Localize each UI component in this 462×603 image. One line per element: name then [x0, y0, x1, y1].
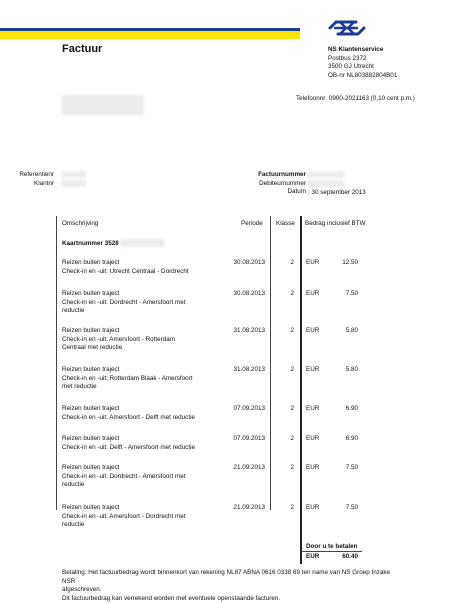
- row-description-line: Check-in en -uit: Amersfoort - Rotterdam: [62, 335, 176, 343]
- row-amount: 5.80: [345, 366, 358, 373]
- row-class: 2: [290, 504, 294, 511]
- row-description-line: reductie: [62, 307, 85, 315]
- invoice-date: : 30 september 2013: [308, 189, 366, 196]
- row-description: [62, 464, 222, 490]
- row-description: [62, 259, 222, 276]
- row-amount: 5.80: [345, 327, 358, 334]
- header-amount: Bedrag inclusief BTW: [305, 220, 366, 227]
- row-currency: EUR: [306, 405, 320, 412]
- row-currency: EUR: [306, 259, 320, 266]
- redacted-debtor-number: [308, 180, 344, 187]
- row-period: 31.08.2013: [233, 327, 265, 334]
- reference-label: Referentienr: [19, 171, 54, 178]
- row-description-line: Check-in en -uit: Utrecht Centraal - Dordrecht: [62, 267, 189, 275]
- page-title: Factuur: [62, 43, 103, 55]
- row-description-line: Reizen buiten traject: [62, 464, 120, 471]
- row-amount: 6.90: [345, 435, 358, 442]
- reference-labels: [0, 171, 54, 188]
- row-period: 07.09.2013: [233, 405, 265, 412]
- row-amount: 7.50: [345, 290, 358, 297]
- ns-logo-icon: [326, 18, 368, 38]
- row-description-line: Reizen buiten traject: [62, 327, 120, 334]
- row-period: 30.08.2013: [233, 259, 265, 266]
- table-row: [56, 504, 366, 534]
- phone-value: 0900-2021163 (0,10 cent p.m.): [328, 95, 415, 102]
- redacted-reference: [62, 171, 86, 178]
- total-amount: 60.40: [342, 553, 358, 560]
- row-description-line: reductie: [62, 481, 85, 489]
- row-period: 07.09.2013: [233, 435, 265, 442]
- redacted-recipient-address: [62, 95, 144, 115]
- sender-line: Postbus 2372: [328, 54, 367, 62]
- payment-note-line: Betaling: Het factuurbedrag wordt binnenkort van rekening NL87 ABNA 0616 0338 69 ten name van NS Groep Inzake NSR: [62, 569, 390, 585]
- invoice-labels: [230, 171, 306, 197]
- row-description: [62, 435, 222, 452]
- table-row: [56, 435, 366, 465]
- row-currency: EUR: [306, 290, 320, 297]
- row-currency: EUR: [306, 435, 320, 442]
- row-description-line: met reductie: [62, 383, 97, 391]
- invoice-table: [56, 212, 366, 567]
- header-period: Periode: [241, 220, 263, 227]
- row-description-line: Reizen buiten traject: [62, 435, 120, 442]
- row-description-line: Check-in en -uit: Dordrecht - Amersfoort met: [62, 298, 186, 306]
- redacted-customer-number: [62, 180, 86, 187]
- card-number: Kaartnummer 3528: [62, 240, 119, 247]
- row-class: 2: [290, 464, 294, 471]
- row-class: 2: [290, 405, 294, 412]
- row-class: 2: [290, 259, 294, 266]
- row-description: [62, 366, 222, 392]
- table-row: [56, 366, 366, 396]
- date-label: Datum: [287, 188, 306, 196]
- row-description: [62, 405, 222, 422]
- row-period: 21.09.2013: [233, 504, 265, 511]
- row-amount: 6.90: [345, 405, 358, 412]
- customer-number-label: Klantnr: [34, 179, 54, 187]
- row-description-line: Check-in en -uit: Delft - Amersfoort met reductie: [62, 443, 195, 451]
- header-stripe-yellow: [0, 31, 300, 39]
- row-description-line: Reizen buiten traject: [62, 366, 120, 373]
- table-row: [56, 290, 366, 320]
- row-amount: 7.50: [345, 464, 358, 471]
- header-description: Omschrijving: [62, 220, 99, 227]
- row-description-line: Check-in en -uit: Rotterdam Blaak - Amersfoort: [62, 374, 193, 382]
- payment-note-line: afgeschreven.: [62, 586, 102, 594]
- redacted-invoice-number: [308, 171, 344, 178]
- row-amount: 7.50: [345, 504, 358, 511]
- sender-address: [328, 46, 397, 80]
- phone-line: [296, 95, 415, 104]
- row-class: 2: [290, 435, 294, 442]
- row-currency: EUR: [306, 464, 320, 471]
- row-class: 2: [290, 290, 294, 297]
- phone-label: Telefoonnr: [296, 95, 326, 102]
- row-description-line: Check-in en -uit: Dordrecht - Amersfoort met: [62, 472, 186, 480]
- row-description-line: Check-in en -uit: Amersfoort - Dordrecht met: [62, 512, 186, 520]
- table-row: [56, 464, 366, 494]
- redacted-card-number: [120, 239, 164, 247]
- row-description-line: reductie: [62, 521, 85, 529]
- sender-name: NS Klantenservice: [328, 46, 384, 53]
- row-period: 30.08.2013: [233, 290, 265, 297]
- row-currency: EUR: [306, 504, 320, 511]
- payment-note-line: Dit factuurbedrag kan verrekend worden met eventuele openstaande facturen.: [62, 594, 281, 602]
- row-description-line: Reizen buiten traject: [62, 504, 120, 511]
- payment-note: [62, 569, 392, 603]
- table-row: [56, 259, 366, 289]
- row-period: 21.09.2013: [233, 464, 265, 471]
- total-label: Door u te betalen: [306, 543, 358, 550]
- row-period: 31.08.2013: [233, 366, 265, 373]
- row-description-line: Centraal met reductie: [62, 344, 123, 352]
- total-currency: EUR: [306, 553, 320, 560]
- debtor-number-label: Debiteurnummer: [259, 179, 306, 187]
- header-class: Klasse: [276, 220, 295, 227]
- row-description-line: Reizen buiten traject: [62, 405, 120, 412]
- table-row: [56, 327, 366, 357]
- row-description-line: Check-in en -uit: Amersfoort - Delft met reductie: [62, 413, 195, 421]
- row-amount: 12.50: [342, 259, 358, 266]
- row-currency: EUR: [306, 327, 320, 334]
- sender-line: 3500 GJ Utrecht: [328, 63, 374, 71]
- row-class: 2: [290, 366, 294, 373]
- row-description: [62, 290, 222, 316]
- row-description: [62, 327, 222, 353]
- table-row: [56, 405, 366, 435]
- row-description: [62, 504, 222, 530]
- row-description-line: Reizen buiten traject: [62, 290, 120, 297]
- invoice-number-label: Factuurnummer: [258, 171, 306, 178]
- row-class: 2: [290, 327, 294, 334]
- sender-line: OB-nr NL803882804B01: [328, 71, 398, 79]
- row-description-line: Reizen buiten traject: [62, 259, 120, 266]
- row-currency: EUR: [306, 366, 320, 373]
